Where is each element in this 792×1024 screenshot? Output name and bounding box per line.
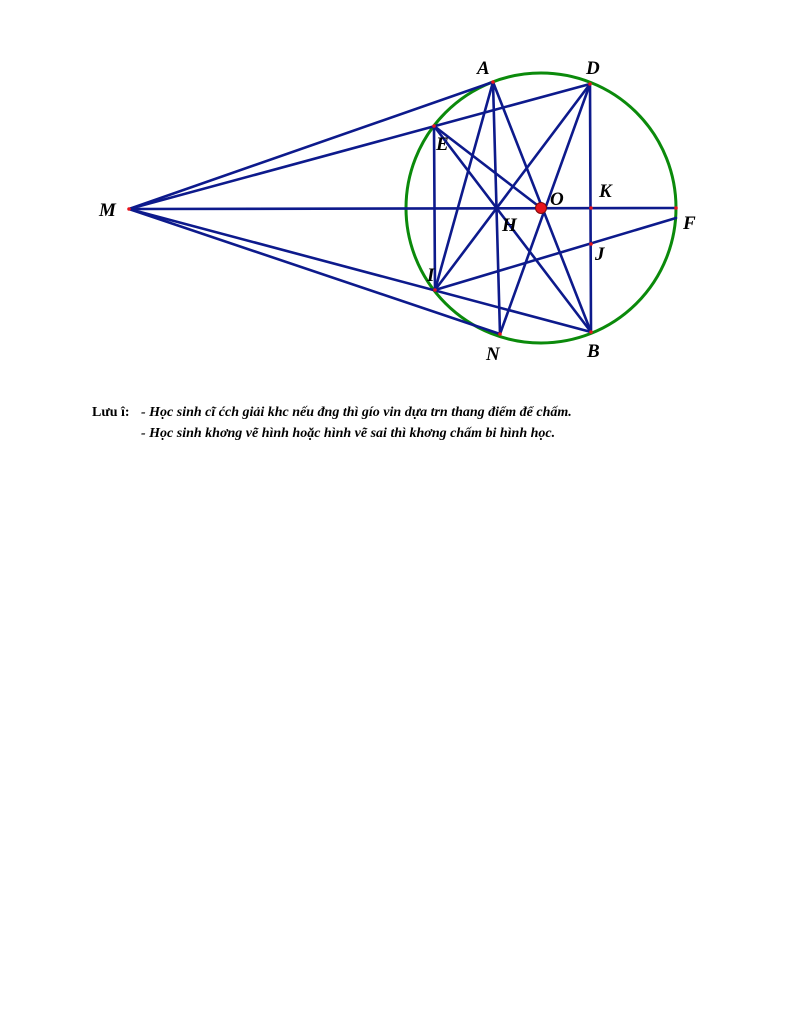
label-a: A xyxy=(477,58,490,79)
point-k xyxy=(589,206,593,210)
point-i xyxy=(433,288,437,292)
label-j: J xyxy=(595,244,605,265)
segment-md xyxy=(129,84,590,209)
label-o: O xyxy=(550,189,564,210)
point-e xyxy=(432,124,436,128)
point-f xyxy=(674,206,678,210)
point-d xyxy=(588,82,592,86)
point-n xyxy=(498,332,502,336)
note-line-1: - Học sinh cĩ ćch giải khc nếu đng thì gío vin dựa trn thang điểm để chấm. xyxy=(141,405,572,420)
note-label: Lưu î: xyxy=(92,405,130,420)
label-h: H xyxy=(502,215,517,236)
segment-mf xyxy=(129,208,676,209)
label-e: E xyxy=(436,134,449,155)
label-i: I xyxy=(427,265,435,286)
label-n: N xyxy=(486,344,500,365)
point-j xyxy=(589,242,593,246)
point-b xyxy=(589,330,593,334)
point-m xyxy=(127,207,131,211)
grading-note xyxy=(92,402,572,444)
label-k: K xyxy=(599,181,612,202)
geometry-figure xyxy=(0,0,792,380)
label-f: F xyxy=(683,213,696,234)
point-a xyxy=(491,80,495,84)
label-b: B xyxy=(587,341,600,362)
note-row-1 xyxy=(92,402,572,423)
note-label-spacer xyxy=(92,423,141,444)
segments xyxy=(129,82,676,334)
note-line-2: - Học sinh khơng vẽ hình hoặc hình vẽ sai thì khơng chấm bi hình học. xyxy=(141,426,556,441)
segment-mn xyxy=(129,209,500,334)
label-m: M xyxy=(99,200,116,221)
center-point-o xyxy=(536,203,547,214)
label-d: D xyxy=(586,58,600,79)
note-row-2 xyxy=(92,423,572,444)
segment-if xyxy=(435,218,676,290)
